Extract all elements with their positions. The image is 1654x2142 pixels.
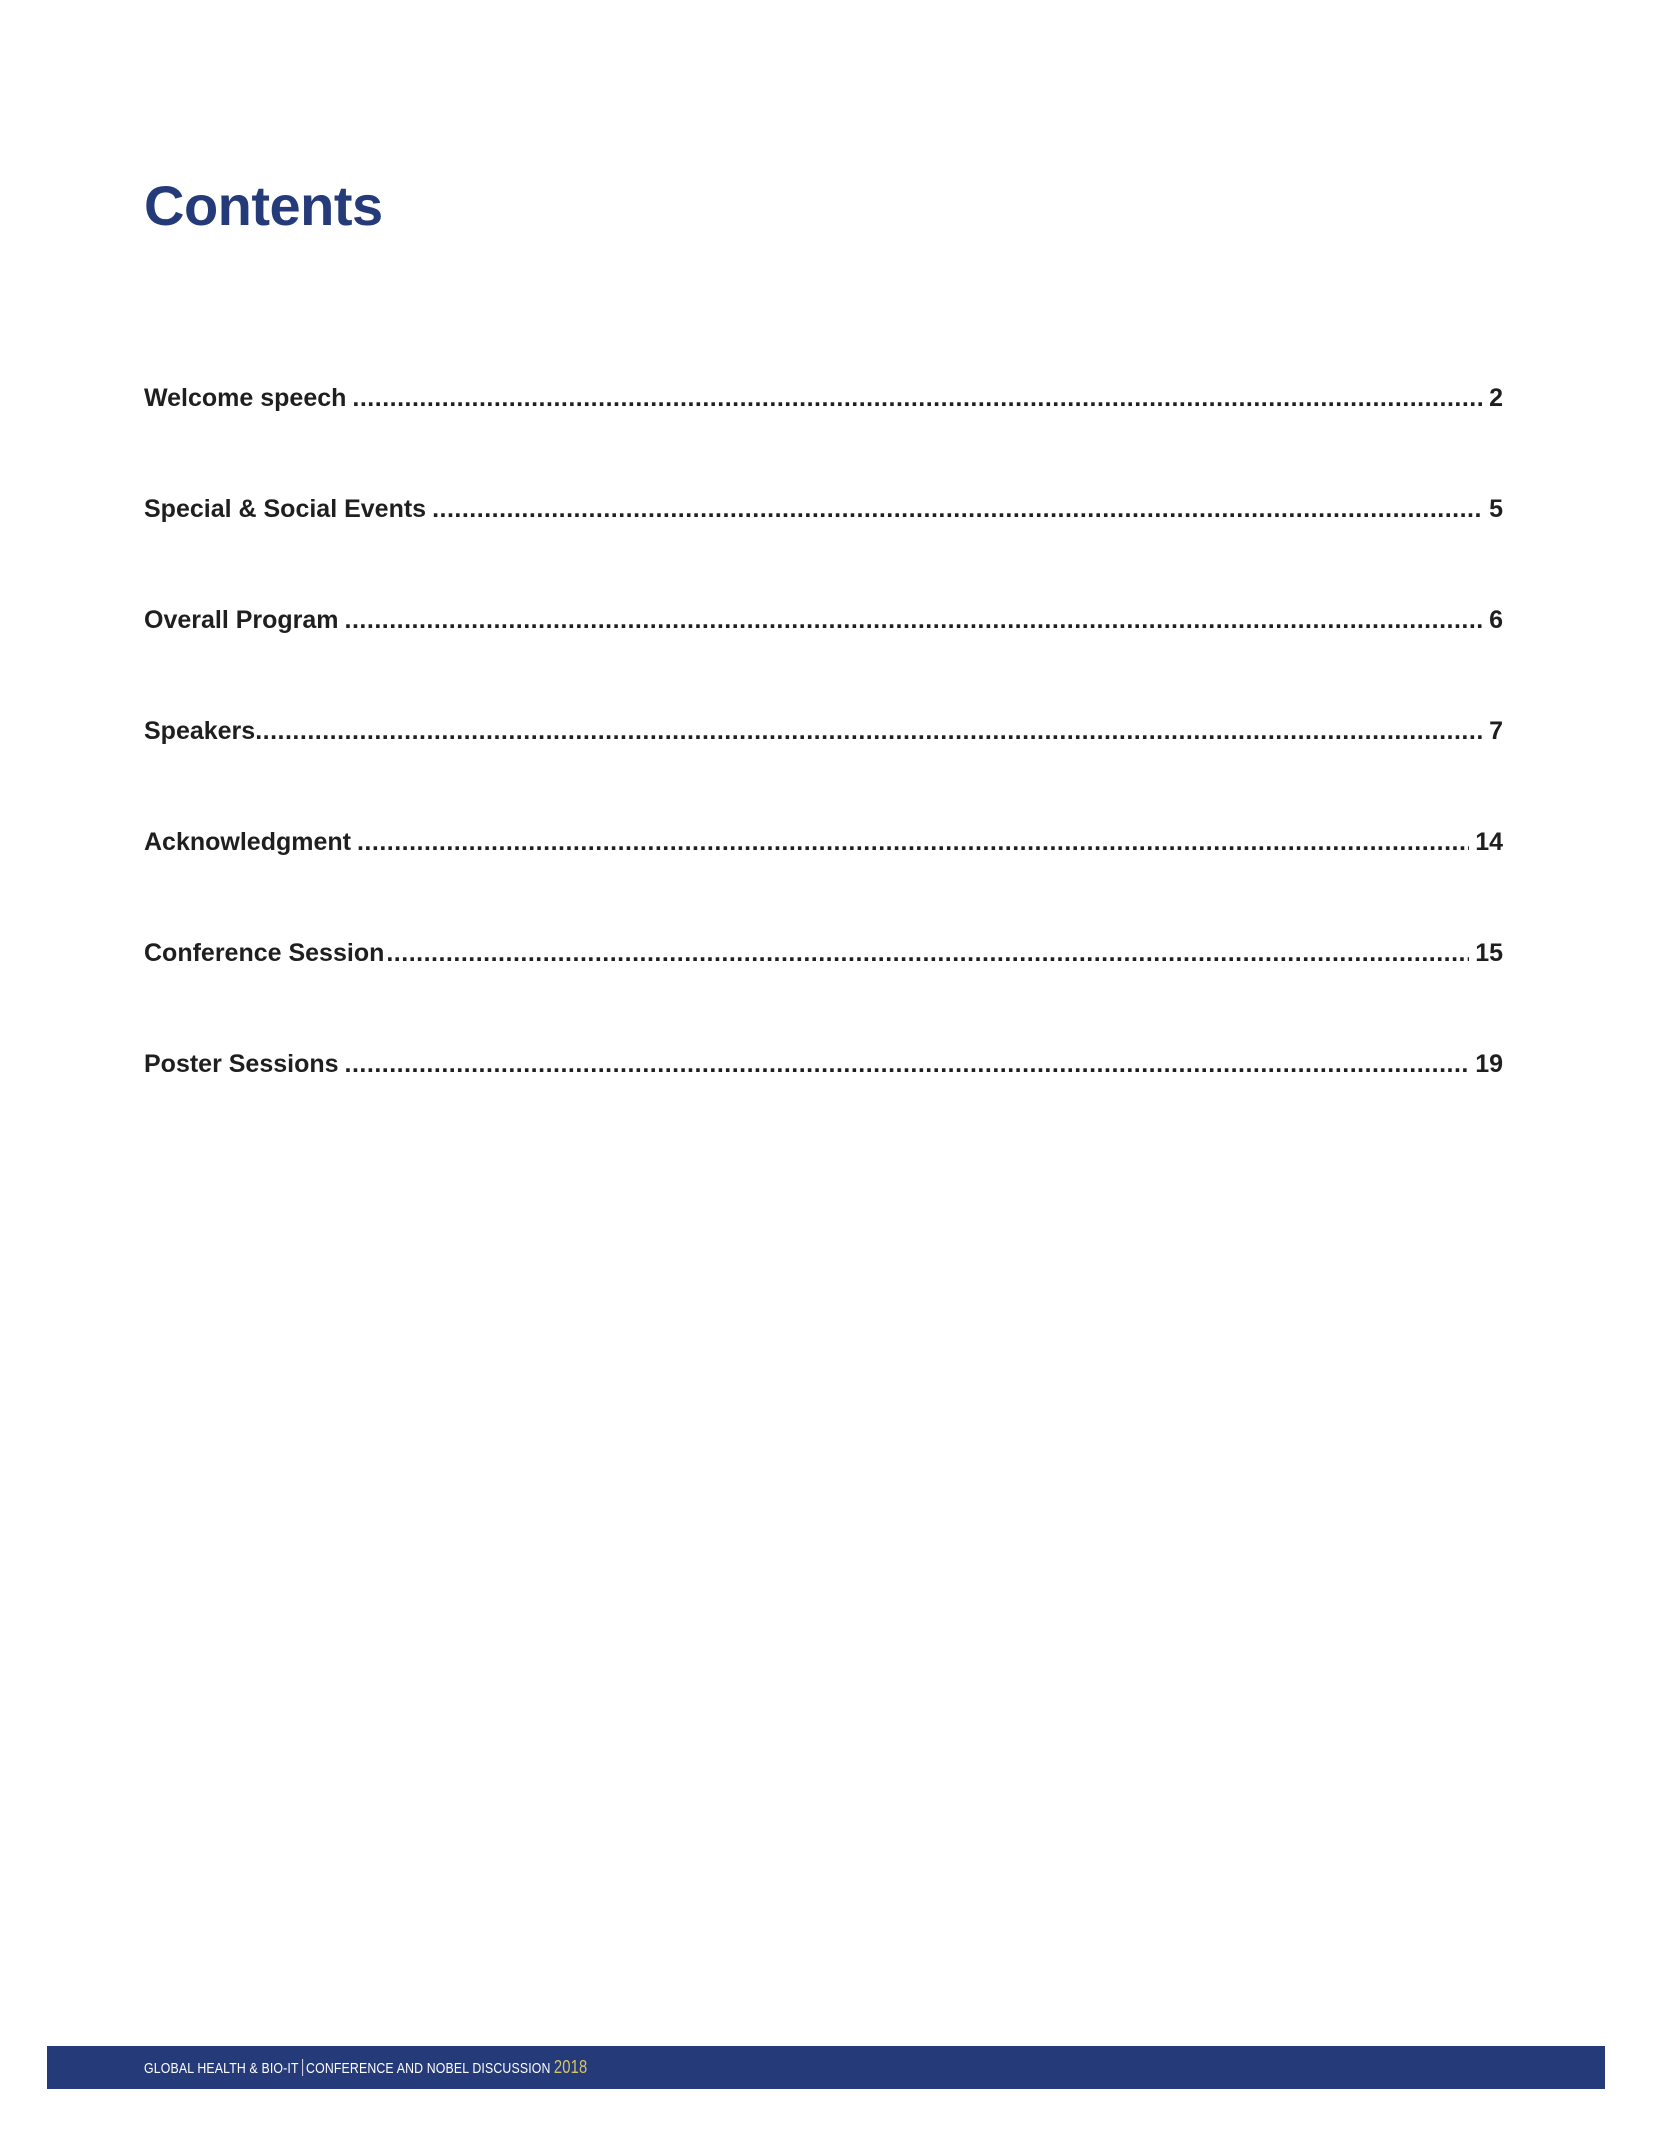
toc-entry-page-number: 2	[1489, 384, 1503, 412]
dot-leader	[386, 939, 1469, 968]
dot-leader	[352, 384, 1483, 413]
toc-entry-overall-program[interactable]	[144, 606, 1503, 717]
footer-text	[144, 2057, 587, 2078]
toc-entry-label: Overall Program	[144, 606, 339, 634]
toc-entry-acknowledgment[interactable]	[144, 828, 1503, 939]
toc-entry-page-number: 6	[1489, 606, 1503, 634]
dot-leader	[255, 717, 1483, 746]
toc-entry-speakers[interactable]	[144, 717, 1503, 828]
dot-leader	[345, 606, 1484, 635]
toc-entry-label: Poster Sessions	[144, 1050, 339, 1078]
footer-separator	[302, 2059, 303, 2076]
toc-entry-label: Conference Session	[144, 939, 385, 967]
toc-entry-conference-session[interactable]	[144, 939, 1503, 1050]
toc-entry-page-number: 7	[1489, 717, 1503, 745]
footer-year: 2018	[553, 2057, 588, 2077]
dot-leader	[345, 1050, 1470, 1079]
footer-event-subtitle: CONFERENCE AND NOBEL DISCUSSION	[306, 2060, 551, 2077]
table-of-contents	[144, 384, 1503, 1161]
toc-entry-label: Speakers	[144, 717, 256, 745]
toc-entry-special-social-events[interactable]	[144, 495, 1503, 606]
toc-entry-page-number: 14	[1475, 828, 1503, 856]
footer-event-name: GLOBAL HEALTH & BIO-IT	[144, 2060, 299, 2077]
dot-leader	[357, 828, 1469, 857]
page-title: Contents	[144, 174, 383, 237]
dot-leader	[432, 495, 1483, 524]
toc-entry-page-number: 15	[1475, 939, 1503, 967]
footer-bar	[47, 2046, 1605, 2089]
toc-entry-label: Welcome speech	[144, 384, 347, 412]
toc-entry-label: Special & Social Events	[144, 495, 427, 523]
toc-entry-label: Acknowledgment	[144, 828, 351, 856]
toc-entry-poster-sessions[interactable]	[144, 1050, 1503, 1161]
toc-entry-page-number: 19	[1475, 1050, 1503, 1078]
toc-entry-welcome-speech[interactable]	[144, 384, 1503, 495]
toc-entry-page-number: 5	[1489, 495, 1503, 523]
